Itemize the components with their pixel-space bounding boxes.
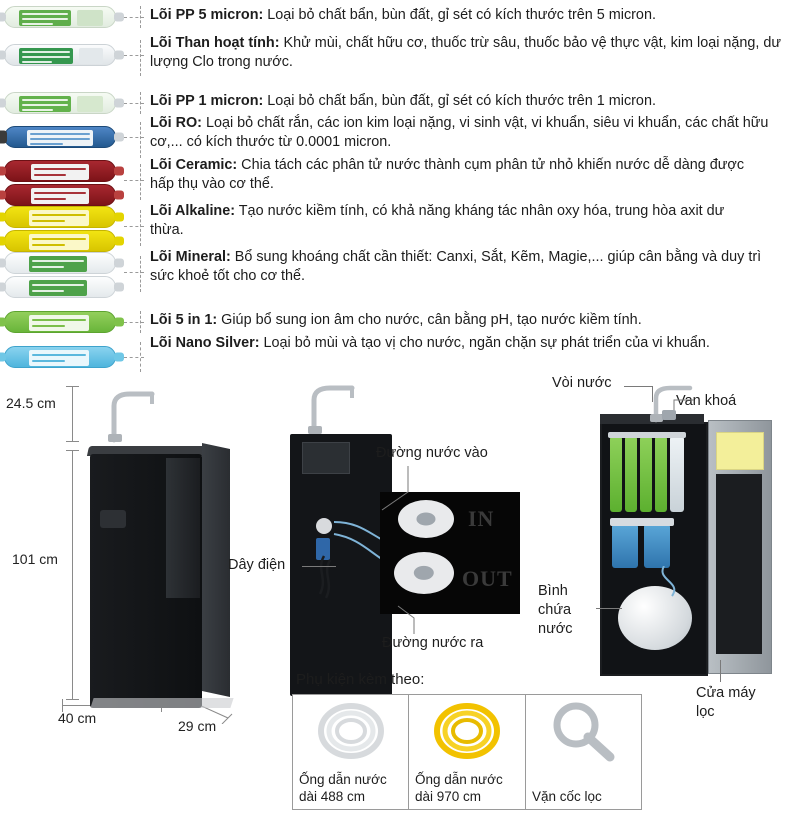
accessories-box	[292, 694, 642, 810]
accessory-item	[293, 695, 408, 809]
cartridge-mineral-icon	[4, 252, 124, 298]
water-outlet-port-icon	[394, 552, 454, 594]
cartridge-nanosilver-icon	[4, 340, 124, 374]
cartridge-ceramic-icon	[4, 160, 124, 206]
faucet-icon	[100, 384, 190, 444]
filter-desc: Loại bỏ chất rắn, các ion kim loại nặng, vi sinh vật, vi khuẩn, siêu vi khuẩn, các chất hữu cơ,... có kích thước từ 0.0001 micron.	[150, 115, 769, 150]
filter-name: Lõi Nano Silver:	[150, 335, 260, 351]
dimension-width: 40 cm	[58, 710, 97, 726]
cartridge-pp5-icon	[4, 0, 124, 34]
callout-door	[696, 684, 766, 722]
callout-faucet: Vòi nước	[552, 375, 612, 391]
faucet-icon	[298, 380, 378, 436]
filter-label	[150, 156, 770, 194]
filter-wrench-icon	[548, 701, 618, 768]
filter-housing-icon	[612, 524, 638, 568]
callout-valve: Van khoá	[676, 393, 737, 409]
cartridge-white-icon	[670, 436, 684, 512]
filter-desc: Loại bỏ chất bẩn, bùn đất, gỉ sét có kích thước trên 1 micron.	[263, 93, 656, 109]
accessory-label: Ống dẫn nước dài 488 cm	[299, 772, 387, 804]
cartridge-alkaline-icon	[4, 206, 124, 252]
filter-label	[150, 334, 750, 353]
filter-cartridge-list	[0, 0, 800, 372]
dimension-height-total: 101 cm	[12, 551, 58, 567]
filter-desc: Chia tách các phân tử nước thành cụm phân tử nhỏ khiến nước dễ dàng được hấp thụ vào cơ thể.	[150, 157, 745, 192]
filter-label	[150, 202, 750, 240]
dimension-depth: 29 cm	[178, 718, 217, 734]
cartridge-green-icon	[640, 436, 652, 512]
accessory-item	[409, 695, 525, 809]
water-tube-icon	[616, 566, 696, 616]
filter-name: Lõi Ceramic:	[150, 157, 238, 173]
filter-desc: Giúp bổ sung ion âm cho nước, cân bằng pH, tạo nước kiềm tính.	[217, 312, 642, 328]
filter-name: Lõi RO:	[150, 115, 202, 131]
filter-label	[150, 248, 780, 286]
filter-desc: Bổ sung khoáng chất cần thiết: Canxi, Sắt, Kẽm, Magie,... giúp cân bằng và duy trì sức khoẻ tốt cho cơ thể.	[150, 249, 762, 284]
filter-label	[150, 34, 790, 72]
callout-tank	[538, 582, 598, 639]
filter-label	[150, 92, 780, 111]
cartridge-green-icon	[610, 436, 622, 512]
callout-tank-label: Bình chứa nước	[538, 583, 573, 637]
door-inner-panel	[716, 474, 762, 654]
cartridge-green-icon	[625, 436, 637, 512]
filter-name: Lõi Alkaline:	[150, 203, 236, 219]
callout-power-cord: Dây điện	[228, 557, 286, 573]
callout-water-out: Đường nước ra	[382, 635, 484, 651]
filter-name: Lõi Mineral:	[150, 249, 231, 265]
filter-name: Lõi 5 in 1:	[150, 312, 218, 328]
water-purifier-open-cabinet	[600, 400, 780, 700]
accessories-title: Phụ kiện kèm theo:	[296, 671, 425, 688]
accessory-label: Vặn cốc lọc	[532, 789, 602, 804]
cartridge-ro-icon	[4, 120, 124, 154]
filter-desc: Khử mùi, chất hữu cơ, thuốc trừ sâu, thuốc bảo vệ thực vật, kim loại nặng, dư lượng Clo trong nước.	[150, 35, 782, 70]
cartridge-green-icon	[655, 436, 667, 512]
filter-label	[150, 114, 790, 152]
callout-door-label: Cửa máy lọc	[696, 685, 756, 720]
door-sticker	[716, 432, 764, 470]
filter-label	[150, 6, 780, 25]
filter-desc: Loại bỏ mùi và tạo vị cho nước, ngăn chặn sự phát triển của vi khuẩn.	[259, 335, 710, 351]
filter-desc: Tạo nước kiềm tính, có khả năng kháng tác nhân oxy hóa, trung hòa axit dư thừa.	[150, 203, 725, 238]
filter-name: Lõi PP 5 micron:	[150, 7, 264, 23]
accessory-item	[526, 695, 641, 809]
callout-water-in: Đường nước vào	[376, 445, 488, 461]
cartridge-5in1-icon	[4, 305, 124, 339]
filter-label	[150, 311, 770, 330]
filter-name: Lõi PP 1 micron:	[150, 93, 264, 109]
water-tube-white-icon	[317, 703, 385, 766]
dimension-height-top: 24.5 cm	[6, 395, 56, 411]
machine-handle	[100, 510, 126, 528]
out-label: OUT	[462, 566, 513, 591]
filter-name: Lõi Than hoạt tính:	[150, 35, 280, 51]
cartridge-carbon-icon	[4, 38, 124, 72]
water-tube-yellow-icon	[433, 703, 501, 766]
filter-desc: Loại bỏ chất bẩn, bùn đất, gỉ sét có kích thước trên 5 micron.	[263, 7, 656, 23]
in-label: IN	[468, 506, 495, 531]
filter-housing-icon	[644, 524, 670, 568]
cartridge-pp1-icon	[4, 86, 124, 120]
accessory-label: Ống dẫn nước dài 970 cm	[415, 772, 503, 804]
